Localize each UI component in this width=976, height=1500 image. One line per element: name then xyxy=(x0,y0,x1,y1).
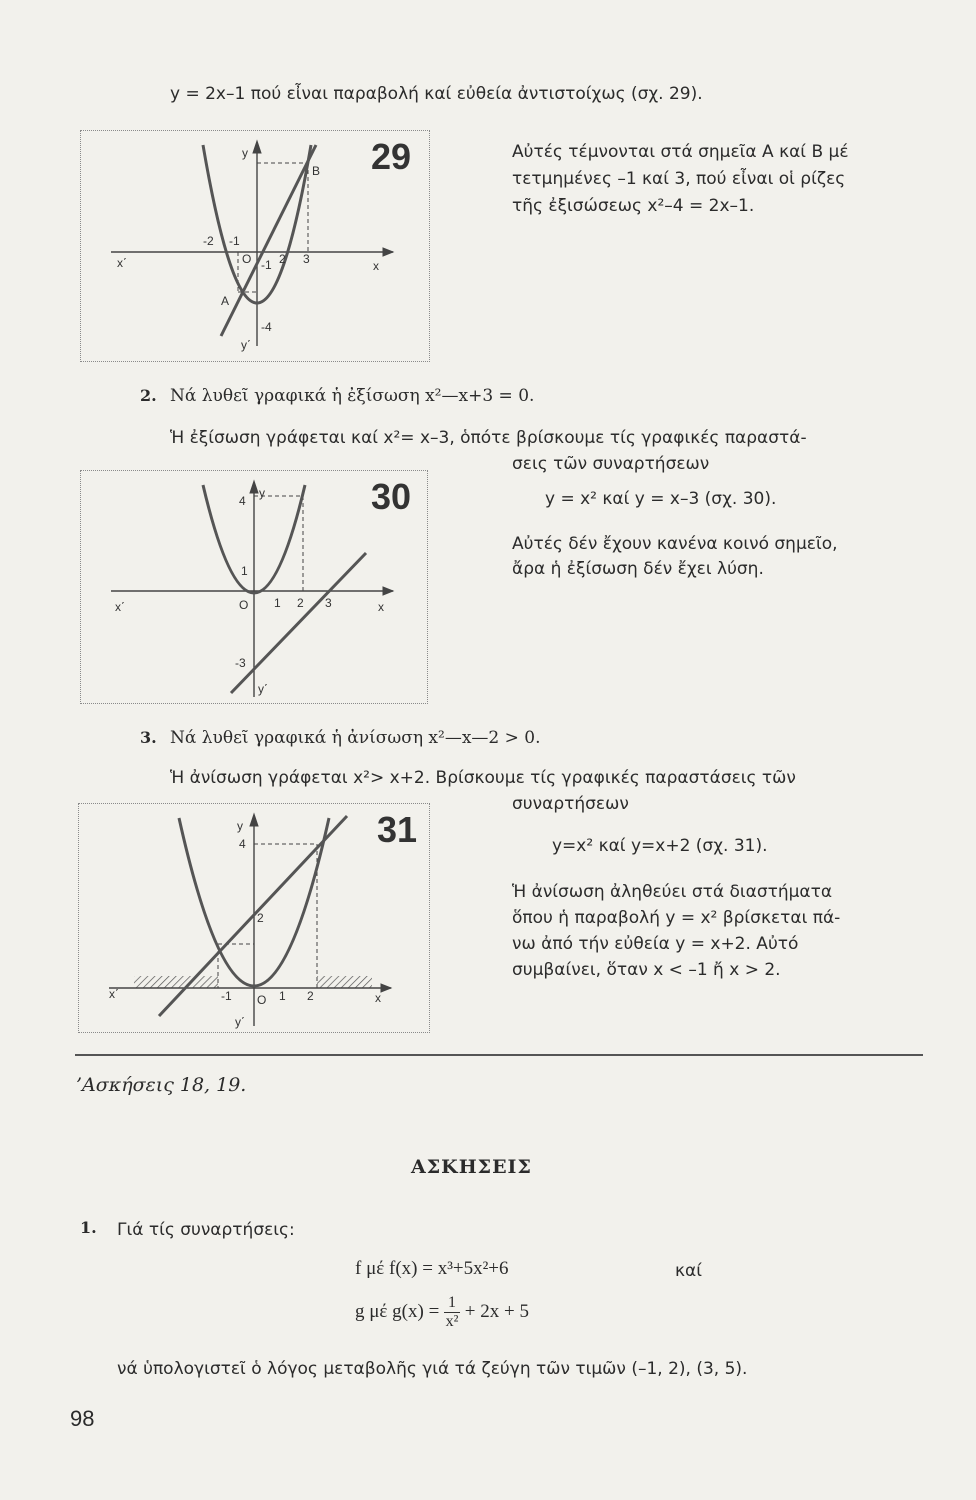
label-2: 2 xyxy=(279,252,286,266)
y-arrow-icon xyxy=(253,141,261,153)
y-arrow-icon xyxy=(250,814,258,826)
item-3-line-1: Ἡ ἀνίσωση γράφεται x²> x+2. Βρίσκουμε τίς γραφικές παραστάσεις τῶν xyxy=(170,768,796,788)
figure-29-graph xyxy=(81,131,429,361)
label-x-2: 2 xyxy=(307,989,314,1003)
g-prefix: g μέ g(x) = xyxy=(355,1300,440,1322)
x-arrow-icon xyxy=(383,587,393,595)
page-number: 98 xyxy=(70,1406,95,1431)
item-3-line-3: y=x² καί y=x+2 (σχ. 31). xyxy=(552,836,768,856)
y-arrow-icon xyxy=(250,481,258,493)
exercise-1-intro: Γιά τίς συναρτήσεις: xyxy=(117,1220,295,1240)
figure-31 xyxy=(78,803,430,1033)
label-minus-1: -1 xyxy=(221,989,232,1003)
label-y-minus-1: -1 xyxy=(261,258,272,272)
exercise-1-final: νά ὑπολογιστεῖ ὁ λόγος μεταβολῆς γιά τά ζεύγη τῶν τιμῶν (–1, 2), (3, 5). xyxy=(117,1359,748,1379)
label-1: 1 xyxy=(279,989,286,1003)
figure-31-graph xyxy=(79,804,429,1032)
label-x-2: 2 xyxy=(297,596,304,610)
intro-line: y = 2x–1 πού εἶναι παραβολή καί εὐθεία ἀντιστοίχως (σχ. 29). xyxy=(170,84,703,104)
label-x: x xyxy=(378,600,384,614)
solution-region-right xyxy=(317,976,372,988)
label-origin: O xyxy=(239,598,249,612)
figure-number: 29 xyxy=(371,136,412,177)
label-y: y xyxy=(237,819,243,833)
item-2-line-1: Ἡ ἐξίσωση γράφεται καί x²= x–3, ὁπότε βρίσκουμε τίς γραφικές παραστά- xyxy=(170,428,807,448)
label-x-prime: x΄ xyxy=(117,256,127,270)
label-x-3: 3 xyxy=(325,596,332,610)
item-3-heading: Νά λυθεῖ γραφικά ἡ ἀνίσωση x²—x—2 > 0. xyxy=(170,728,541,748)
label-y-prime: y΄ xyxy=(241,338,251,352)
section-rule xyxy=(75,1054,923,1056)
label-3: 3 xyxy=(303,252,310,266)
label-origin: O xyxy=(242,252,252,266)
solution-region-left xyxy=(134,976,218,988)
section-title: ΑΣΚΗΣΕΙΣ xyxy=(411,1156,532,1178)
g-suffix: + 2x + 5 xyxy=(464,1300,529,1322)
fig29-text-2: τετμημένες –1 καί 3, πού εἶναι οἱ ρίζες xyxy=(512,169,846,189)
g-fraction xyxy=(444,1294,460,1331)
g-numerator: 1 xyxy=(444,1294,460,1313)
label-x-prime: x΄ xyxy=(115,600,125,614)
item-3-number: 3. xyxy=(140,728,157,747)
label-x-prime: x΄ xyxy=(109,987,119,1001)
label-minus-1: -1 xyxy=(229,234,240,248)
label-B: B xyxy=(312,164,321,178)
label-4: 4 xyxy=(239,494,246,508)
label-x: x xyxy=(373,259,379,273)
item-2-number: 2. xyxy=(140,386,157,405)
item-2-line-5: ἄρα ἡ ἐξίσωση δέν ἔχει λύση. xyxy=(512,559,764,579)
label-x: x xyxy=(375,991,381,1005)
figure-number: 30 xyxy=(371,476,412,517)
connector-kai: καί xyxy=(675,1261,702,1281)
label-A: A xyxy=(221,294,230,308)
label-2: 2 xyxy=(257,911,264,925)
label-y-prime: y΄ xyxy=(258,682,268,696)
item-3-text-3: νω ἀπό τήν εὐθεία y = x+2. Αὐτό xyxy=(512,934,799,954)
item-2-line-4: Αὐτές δέν ἔχουν κανένα κοινό σημεῖο, xyxy=(512,534,838,554)
figure-number: 31 xyxy=(377,809,418,850)
x-arrow-icon xyxy=(381,984,391,992)
label-4: 4 xyxy=(239,837,246,851)
label-origin: O xyxy=(257,993,267,1007)
label-y-prime: y΄ xyxy=(235,1015,245,1029)
item-3-line-2: συναρτήσεων xyxy=(512,794,629,814)
function-g-definition xyxy=(355,1294,529,1331)
g-denominator: x² xyxy=(445,1313,459,1330)
figure-30-graph xyxy=(81,471,427,703)
line-curve xyxy=(231,553,366,693)
label-minus-3: -3 xyxy=(235,656,246,670)
label-minus-4: -4 xyxy=(261,320,272,334)
exercise-1-number: 1. xyxy=(80,1218,97,1237)
item-2-line-2: σεις τῶν συναρτήσεων xyxy=(512,454,710,474)
label-y: y xyxy=(259,486,265,500)
figure-30 xyxy=(80,470,428,704)
label-x-1: 1 xyxy=(274,596,281,610)
label-1: 1 xyxy=(241,564,248,578)
item-3-text-4: συμβαίνει, ὅταν x < –1 ἤ x > 2. xyxy=(512,960,781,980)
item-3-text-1: Ἡ ἀνίσωση ἀληθεύει στά διαστήματα xyxy=(512,882,833,902)
item-3-text-2: ὅπου ἡ παραβολή y = x² βρίσκεται πά- xyxy=(512,908,841,928)
label-minus-2: -2 xyxy=(203,234,214,248)
item-2-line-3: y = x² καί y = x–3 (σχ. 30). xyxy=(545,489,777,509)
fig29-text-3: τῆς ἐξισώσεως x²–4 = 2x–1. xyxy=(512,196,755,216)
item-2-heading: Νά λυθεῖ γραφικά ἡ ἐξίσωση x²—x+3 = 0. xyxy=(170,386,535,406)
exercises-reference: ’Ασκήσεις 18, 19. xyxy=(76,1074,247,1096)
function-f-definition: f μέ f(x) = x³+5x²+6 xyxy=(355,1258,509,1279)
fig29-text-1: Αὐτές τέμνονται στά σημεῖα Α καί Β μέ xyxy=(512,142,849,162)
figure-29 xyxy=(80,130,430,362)
label-y: y xyxy=(242,146,248,160)
x-arrow-icon xyxy=(383,248,393,256)
